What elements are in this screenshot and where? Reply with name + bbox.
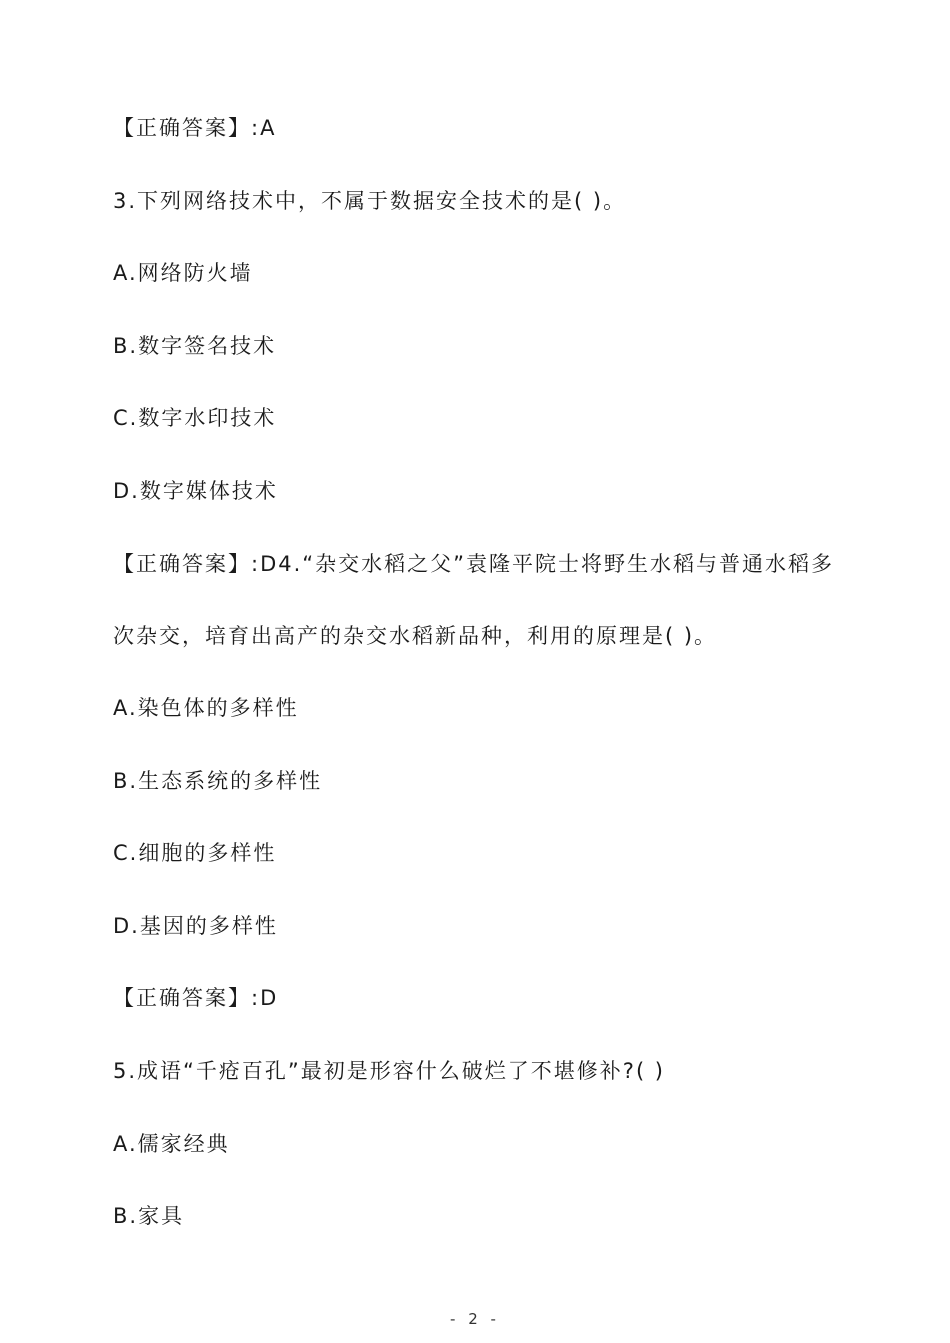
- option-line: A.染色体的多样性: [113, 696, 299, 720]
- question-line: 3.下列网络技术中，不属于数据安全技术的是( )。: [113, 189, 627, 213]
- answer-line: 【正确答案】:A: [113, 116, 277, 140]
- question-line: 次杂交，培育出高产的杂交水稻新品种，利用的原理是( )。: [113, 624, 718, 648]
- option-line: B.生态系统的多样性: [113, 769, 323, 793]
- option-line: D.数字媒体技术: [113, 479, 278, 503]
- answer-line: 【正确答案】:D: [113, 986, 279, 1010]
- option-line: B.家具: [113, 1204, 185, 1228]
- option-line: C.数字水印技术: [113, 406, 277, 430]
- option-line: B.数字签名技术: [113, 334, 277, 358]
- question-line: 5.成语“千疮百孔”最初是形容什么破烂了不堪修补?( ): [113, 1059, 666, 1083]
- option-line: D.基因的多样性: [113, 914, 278, 938]
- option-line: C.细胞的多样性: [113, 841, 277, 865]
- page-number: - 2 -: [450, 1310, 500, 1328]
- option-line: A.网络防火墙: [113, 261, 253, 285]
- answer-question-line: 【正确答案】:D4.“杂交水稻之父”袁隆平院士将野生水稻与普通水稻多: [113, 552, 835, 576]
- option-line: A.儒家经典: [113, 1132, 230, 1156]
